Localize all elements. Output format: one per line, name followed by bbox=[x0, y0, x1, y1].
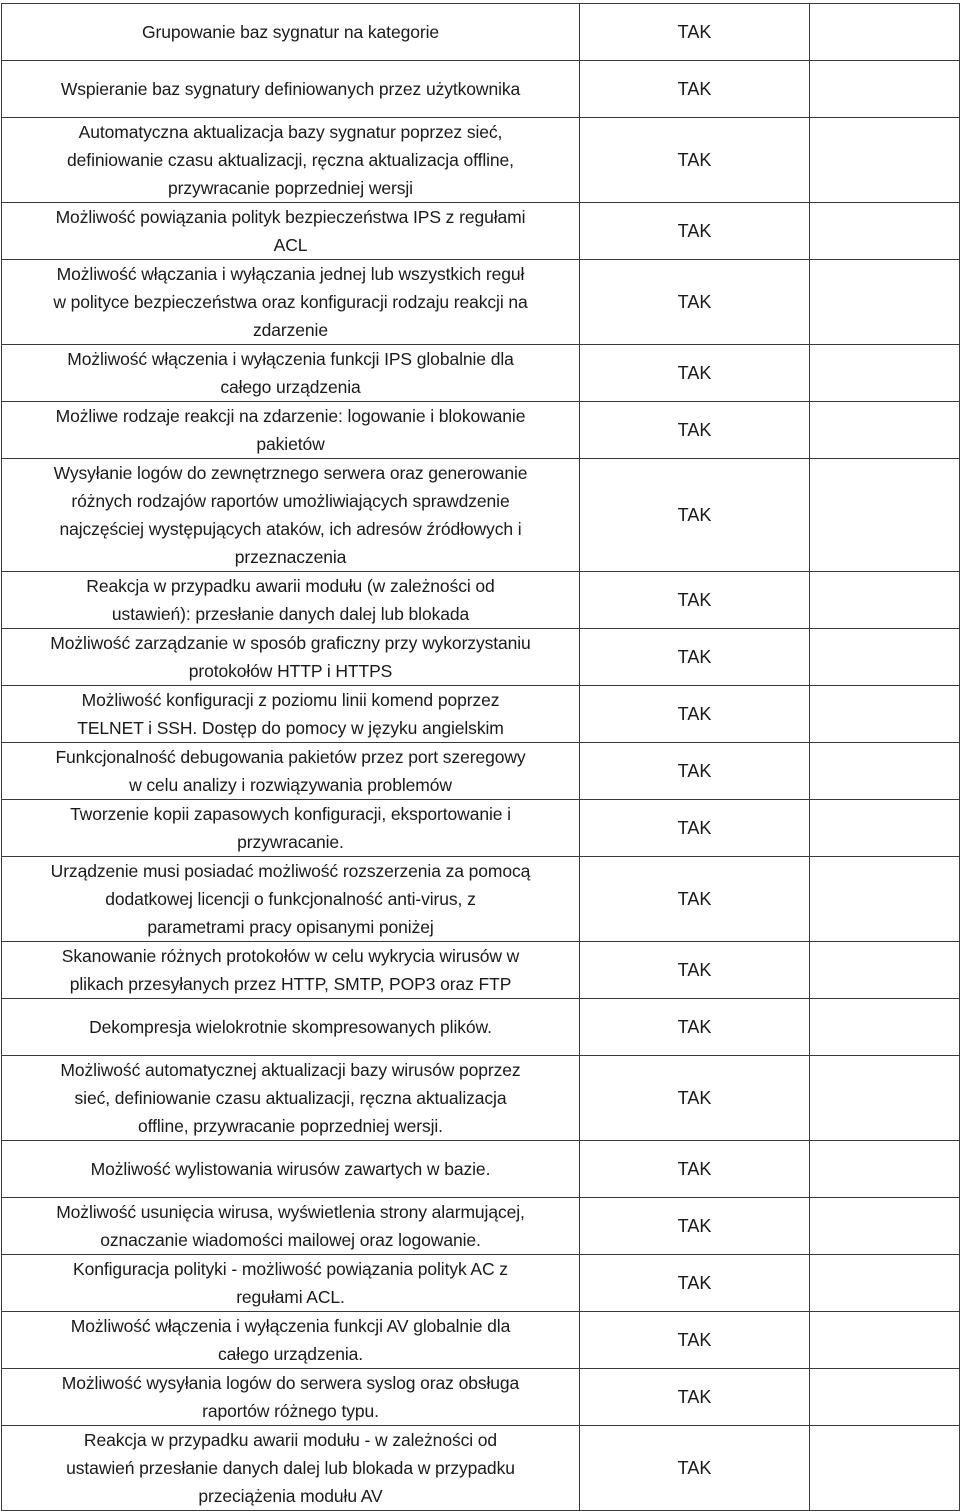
note-cell bbox=[810, 1198, 960, 1255]
feature-cell: Dekompresja wielokrotnie skompresowanych plików. bbox=[2, 999, 580, 1056]
table-row bbox=[2, 686, 960, 743]
feature-cell: Wysyłanie logów do zewnętrznego serwera oraz generowanie różnych rodzajów raportów umożliwiających sprawdzenie najczęściej występujących ataków, ich adresów źródłowych i przeznaczenia bbox=[2, 459, 580, 572]
value-cell: TAK bbox=[580, 4, 810, 61]
feature-cell: Funkcjonalność debugowania pakietów przez port szeregowy w celu analizy i rozwiązywania problemów bbox=[2, 743, 580, 800]
value-cell: TAK bbox=[580, 629, 810, 686]
value-cell: TAK bbox=[580, 800, 810, 857]
feature-cell: Reakcja w przypadku awarii modułu - w zależności od ustawień przesłanie danych dalej lub blokada w przypadku przeciążenia modułu AV bbox=[2, 1426, 580, 1511]
note-cell bbox=[810, 857, 960, 942]
value-cell: TAK bbox=[580, 402, 810, 459]
value-cell: TAK bbox=[580, 459, 810, 572]
table-row bbox=[2, 999, 960, 1056]
note-cell bbox=[810, 1312, 960, 1369]
value-cell: TAK bbox=[580, 1141, 810, 1198]
table-row bbox=[2, 61, 960, 118]
value-cell: TAK bbox=[580, 1312, 810, 1369]
note-cell bbox=[810, 942, 960, 999]
feature-cell: Możliwość włączenia i wyłączenia funkcji IPS globalnie dla całego urządzenia bbox=[2, 345, 580, 402]
value-cell: TAK bbox=[580, 1369, 810, 1426]
note-cell bbox=[810, 459, 960, 572]
value-cell: TAK bbox=[580, 260, 810, 345]
value-cell: TAK bbox=[580, 1255, 810, 1312]
table-row bbox=[2, 572, 960, 629]
table-row bbox=[2, 1369, 960, 1426]
table-row bbox=[2, 459, 960, 572]
table-row bbox=[2, 1426, 960, 1511]
note-cell bbox=[810, 629, 960, 686]
value-cell: TAK bbox=[580, 1056, 810, 1141]
feature-cell: Konfiguracja polityki - możliwość powiązania polityk AC z regułami ACL. bbox=[2, 1255, 580, 1312]
note-cell bbox=[810, 1255, 960, 1312]
note-cell bbox=[810, 999, 960, 1056]
note-cell bbox=[810, 686, 960, 743]
table-row bbox=[2, 1255, 960, 1312]
note-cell bbox=[810, 1056, 960, 1141]
feature-cell: Możliwość powiązania polityk bezpieczeństwa IPS z regułami ACL bbox=[2, 203, 580, 260]
note-cell bbox=[810, 402, 960, 459]
feature-cell: Możliwość wysyłania logów do serwera syslog oraz obsługa raportów różnego typu. bbox=[2, 1369, 580, 1426]
value-cell: TAK bbox=[580, 572, 810, 629]
table-row bbox=[2, 1056, 960, 1141]
value-cell: TAK bbox=[580, 743, 810, 800]
table-row bbox=[2, 118, 960, 203]
table-row bbox=[2, 4, 960, 61]
value-cell: TAK bbox=[580, 118, 810, 203]
table-row bbox=[2, 743, 960, 800]
table-row bbox=[2, 800, 960, 857]
feature-cell: Urządzenie musi posiadać możliwość rozszerzenia za pomocą dodatkowej licencji o funkcjonalność anti-virus, z parametrami pracy opisanymi poniżej bbox=[2, 857, 580, 942]
note-cell bbox=[810, 1369, 960, 1426]
value-cell: TAK bbox=[580, 857, 810, 942]
feature-cell: Możliwe rodzaje reakcji na zdarzenie: logowanie i blokowanie pakietów bbox=[2, 402, 580, 459]
value-cell: TAK bbox=[580, 1426, 810, 1511]
feature-cell: Możliwość wylistowania wirusów zawartych w bazie. bbox=[2, 1141, 580, 1198]
note-cell bbox=[810, 743, 960, 800]
value-cell: TAK bbox=[580, 942, 810, 999]
feature-cell: Wspieranie baz sygnatury definiowanych przez użytkownika bbox=[2, 61, 580, 118]
requirements-table bbox=[1, 3, 960, 1511]
note-cell bbox=[810, 345, 960, 402]
note-cell bbox=[810, 4, 960, 61]
feature-cell: Możliwość konfiguracji z poziomu linii komend poprzez TELNET i SSH. Dostęp do pomocy w języku angielskim bbox=[2, 686, 580, 743]
table-row bbox=[2, 857, 960, 942]
table-row bbox=[2, 1141, 960, 1198]
feature-cell: Automatyczna aktualizacja bazy sygnatur poprzez sieć, definiowanie czasu aktualizacji, ręczna aktualizacja offline, przywracanie poprzedniej wersji bbox=[2, 118, 580, 203]
note-cell bbox=[810, 118, 960, 203]
value-cell: TAK bbox=[580, 61, 810, 118]
note-cell bbox=[810, 260, 960, 345]
feature-cell: Możliwość usunięcia wirusa, wyświetlenia strony alarmującej, oznaczanie wiadomości mailowej oraz logowanie. bbox=[2, 1198, 580, 1255]
feature-cell: Tworzenie kopii zapasowych konfiguracji, eksportowanie i przywracanie. bbox=[2, 800, 580, 857]
note-cell bbox=[810, 1141, 960, 1198]
feature-cell: Możliwość włączania i wyłączania jednej lub wszystkich reguł w polityce bezpieczeństwa oraz konfiguracji rodzaju reakcji na zdarzenie bbox=[2, 260, 580, 345]
table-row bbox=[2, 345, 960, 402]
table-row bbox=[2, 203, 960, 260]
note-cell bbox=[810, 800, 960, 857]
note-cell bbox=[810, 61, 960, 118]
feature-cell: Grupowanie baz sygnatur na kategorie bbox=[2, 4, 580, 61]
feature-cell: Możliwość zarządzanie w sposób graficzny przy wykorzystaniu protokołów HTTP i HTTPS bbox=[2, 629, 580, 686]
table-row bbox=[2, 629, 960, 686]
note-cell bbox=[810, 1426, 960, 1511]
table-row bbox=[2, 1312, 960, 1369]
table-row bbox=[2, 260, 960, 345]
value-cell: TAK bbox=[580, 345, 810, 402]
feature-cell: Możliwość automatycznej aktualizacji bazy wirusów poprzez sieć, definiowanie czasu aktualizacji, ręczna aktualizacja offline, przywracanie poprzedniej wersji. bbox=[2, 1056, 580, 1141]
table-row bbox=[2, 942, 960, 999]
table-row bbox=[2, 1198, 960, 1255]
requirements-table-body bbox=[2, 4, 960, 1511]
value-cell: TAK bbox=[580, 686, 810, 743]
feature-cell: Skanowanie różnych protokołów w celu wykrycia wirusów w plikach przesyłanych przez HTTP, SMTP, POP3 oraz FTP bbox=[2, 942, 580, 999]
value-cell: TAK bbox=[580, 1198, 810, 1255]
table-row bbox=[2, 402, 960, 459]
value-cell: TAK bbox=[580, 999, 810, 1056]
feature-cell: Reakcja w przypadku awarii modułu (w zależności od ustawień): przesłanie danych dalej lub blokada bbox=[2, 572, 580, 629]
note-cell bbox=[810, 572, 960, 629]
note-cell bbox=[810, 203, 960, 260]
feature-cell: Możliwość włączenia i wyłączenia funkcji AV globalnie dla całego urządzenia. bbox=[2, 1312, 580, 1369]
value-cell: TAK bbox=[580, 203, 810, 260]
